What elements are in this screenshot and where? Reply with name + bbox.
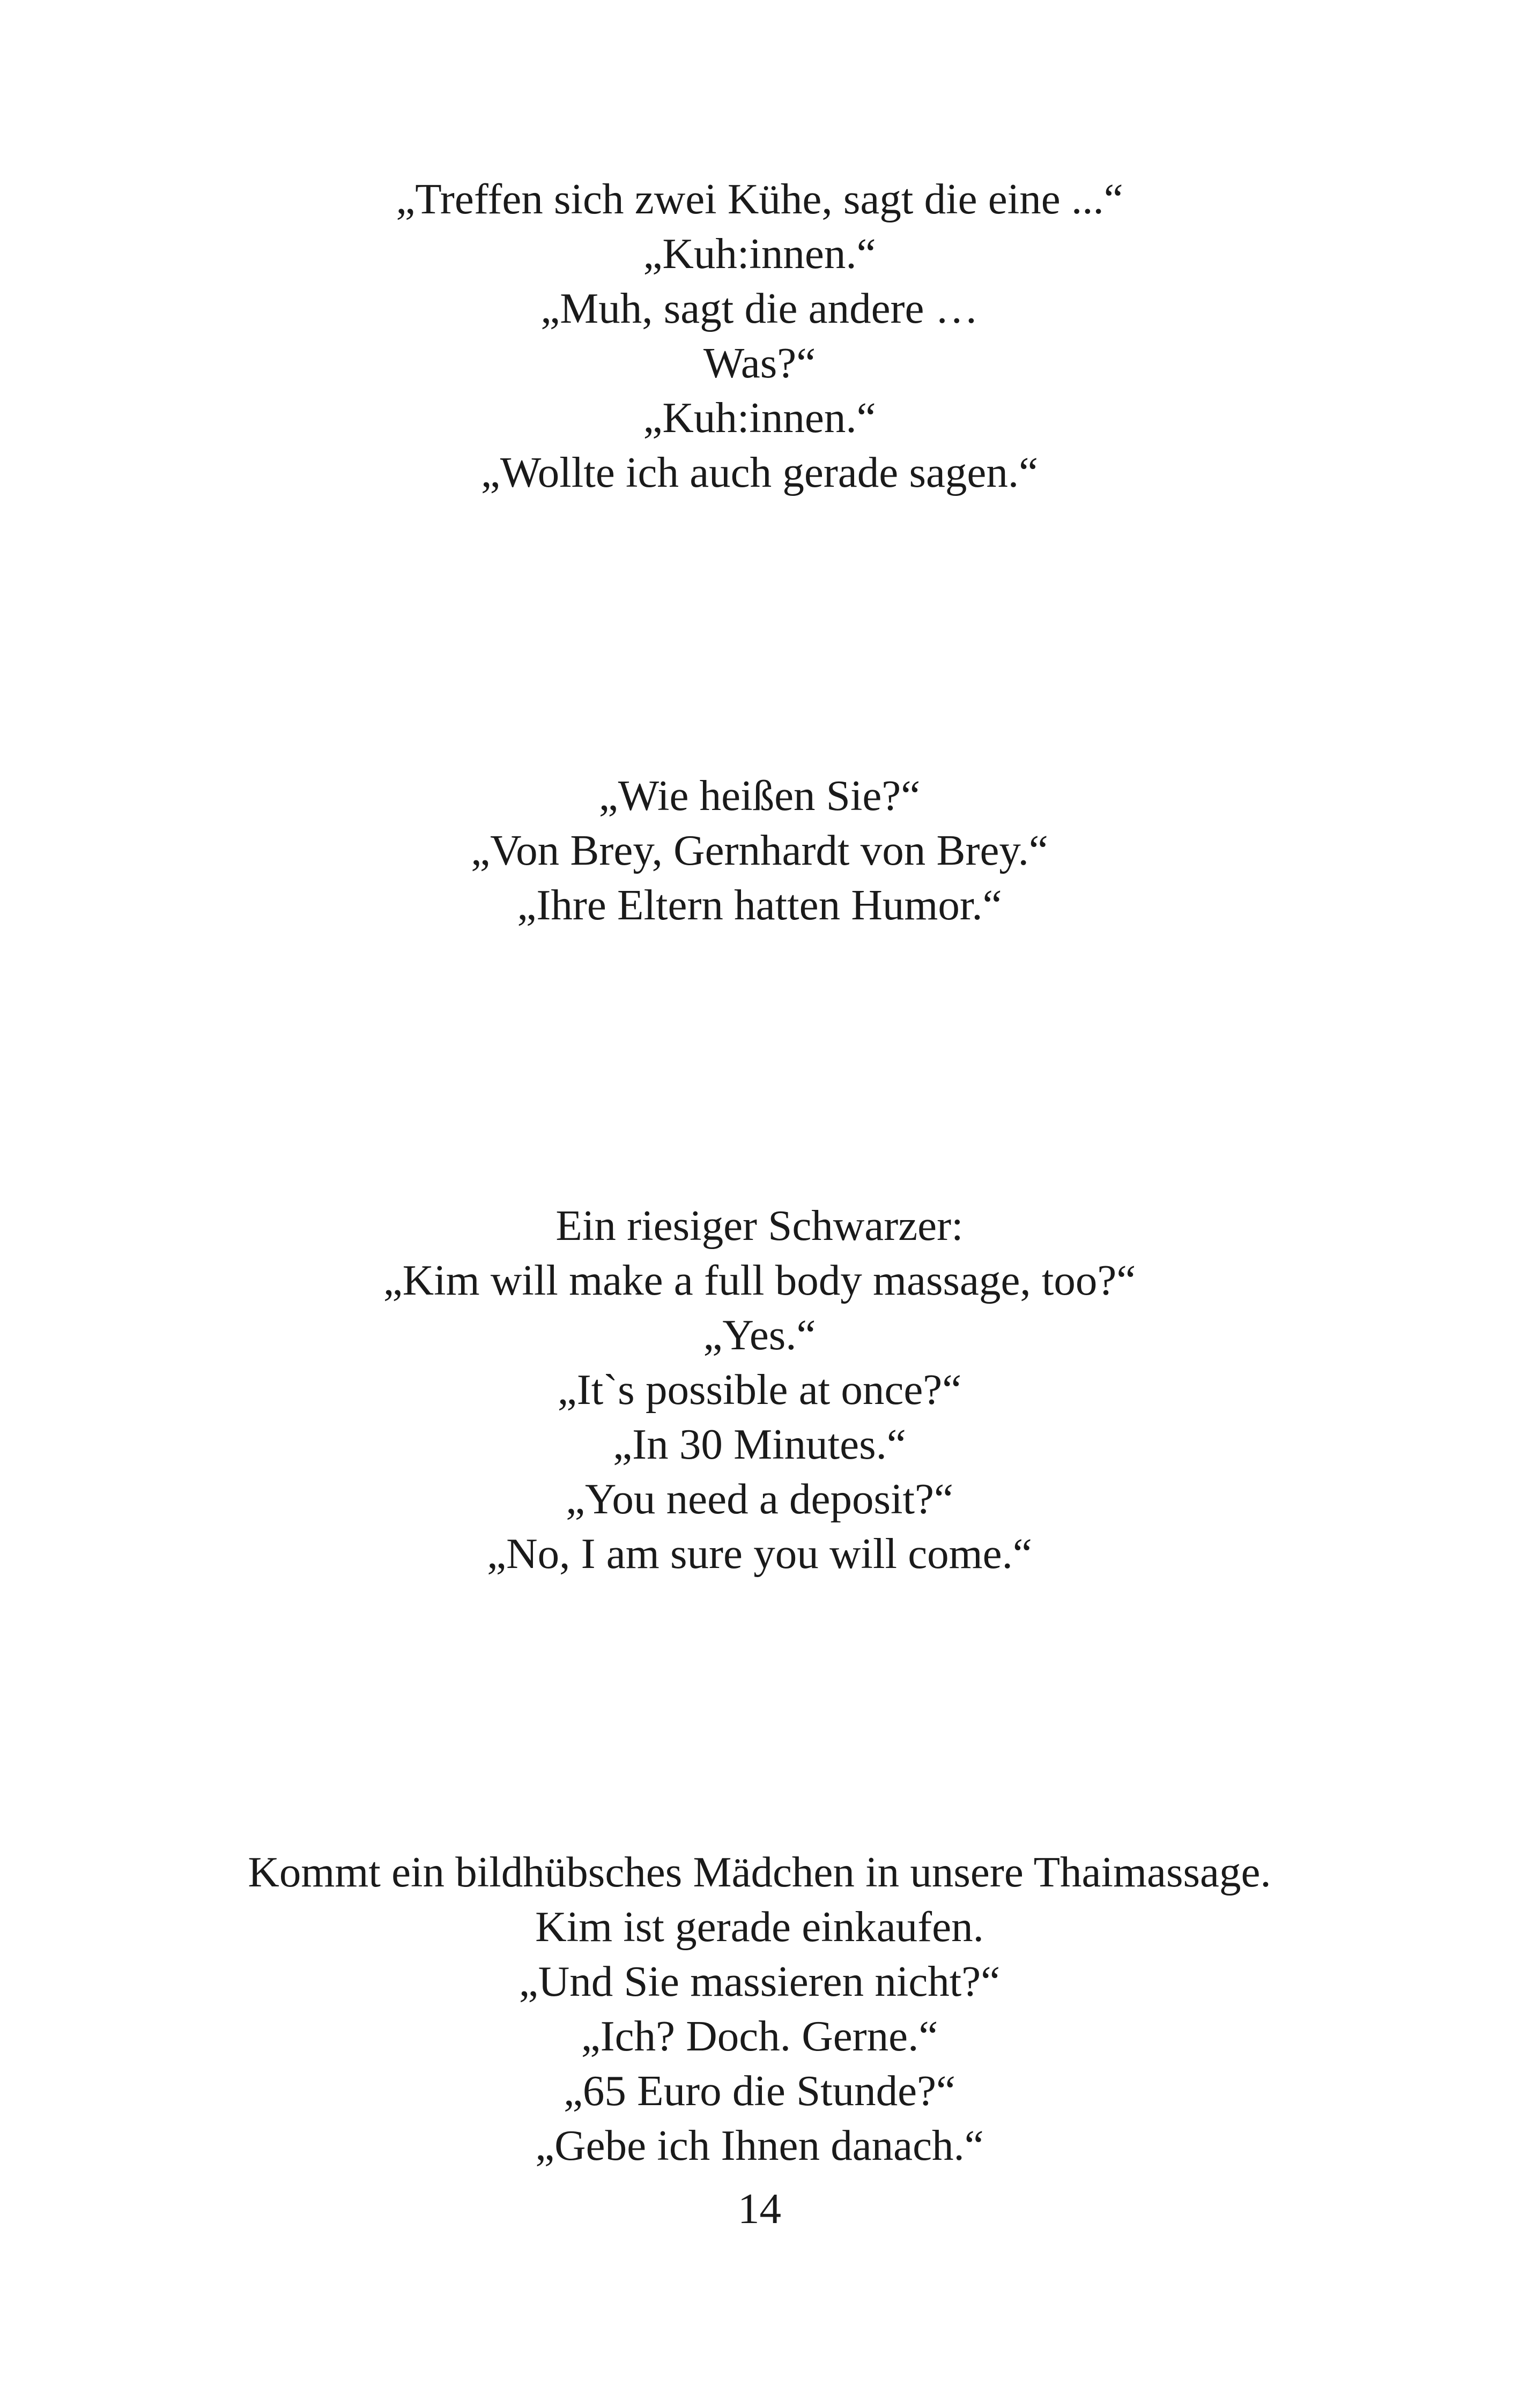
- text-line: „Treffen sich zwei Kühe, sagt die eine ...“: [396, 175, 1123, 223]
- joke-block-cows: [0, 172, 1519, 500]
- joke-block-name: [0, 768, 1519, 932]
- text-line: „Kuh:innen.“: [643, 393, 876, 442]
- text-line: „Wollte ich auch gerade sagen.“: [480, 448, 1039, 496]
- text-line: Kommt ein bildhübsches Mädchen in unsere Thaimassage.: [248, 1848, 1271, 1896]
- text-line: „Und Sie massieren nicht?“: [518, 1957, 1001, 2005]
- text-line: „Von Brey, Gernhardt von Brey.“: [471, 826, 1048, 874]
- text-line: Was?“: [703, 339, 816, 387]
- text-line: „No, I am sure you will come.“: [487, 1529, 1032, 1578]
- text-line: „In 30 Minutes.“: [613, 1420, 906, 1468]
- text-line: „Ich? Doch. Gerne.“: [581, 2012, 938, 2060]
- joke-block-thaimassage: [0, 1845, 1519, 2173]
- joke-block-massage-english: [0, 1198, 1519, 1581]
- text-line: „Yes.“: [703, 1311, 816, 1359]
- text-line: „Wie heißen Sie?“: [598, 771, 921, 820]
- text-line: „Kuh:innen.“: [643, 229, 876, 278]
- text-line: „You need a deposit?“: [566, 1475, 953, 1523]
- text-line: „It`s possible at once?“: [557, 1365, 962, 1414]
- text-line: „Kim will make a full body massage, too?“: [383, 1256, 1136, 1304]
- text-line: Kim ist gerade einkaufen.: [535, 1902, 984, 1951]
- text-line: „Muh, sagt die andere …: [540, 284, 979, 332]
- page-number: 14: [738, 2184, 781, 2233]
- text-line: „Ihre Eltern hatten Humor.“: [517, 881, 1002, 929]
- text-line: „65 Euro die Stunde?“: [563, 2067, 956, 2115]
- text-line: „Gebe ich Ihnen danach.“: [535, 2121, 984, 2169]
- text-line: Ein riesiger Schwarzer:: [555, 1201, 964, 1250]
